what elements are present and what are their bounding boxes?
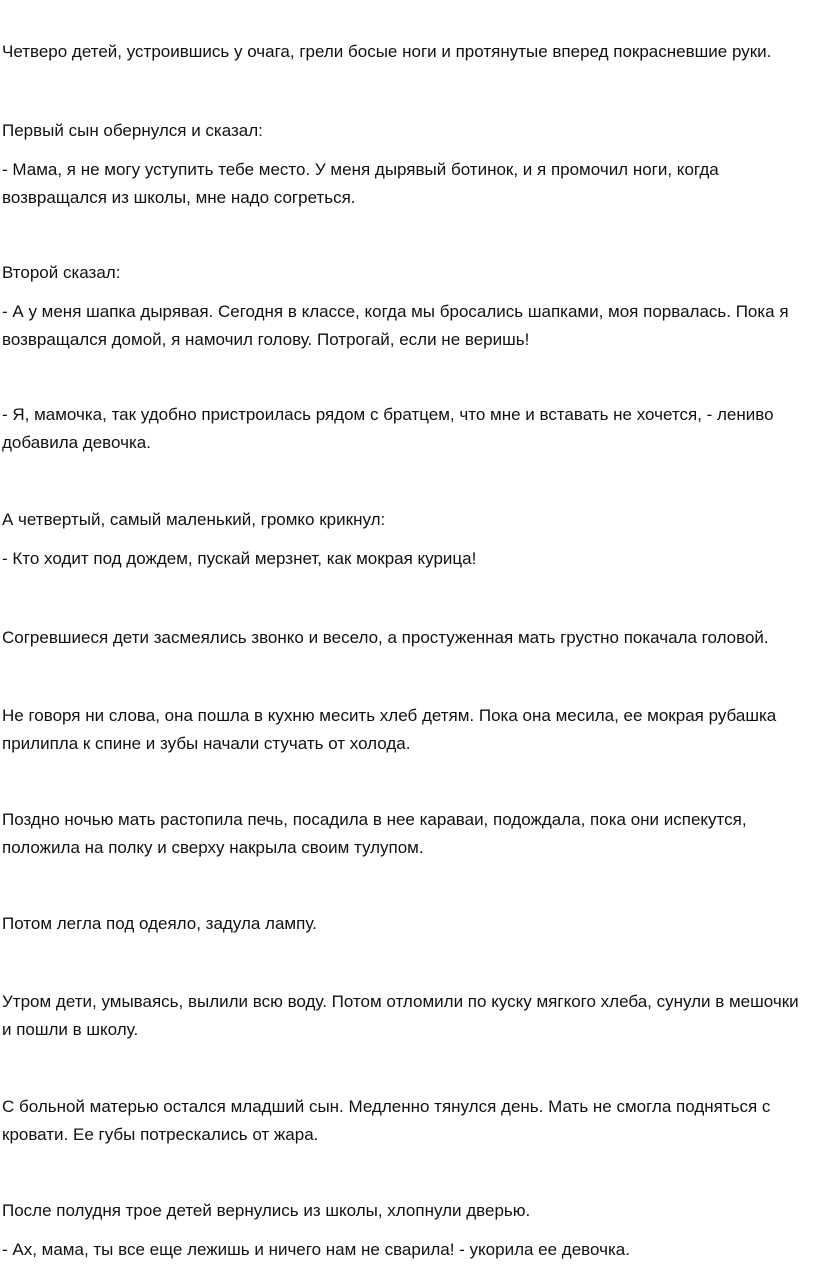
paragraph-4: Второй сказал: [2,263,121,282]
paragraph-14: С больной матерью остался младший сын. Медленно тянулся день. Мать не смогла подняться с кровати. Ее губы потрескались от жара. [2,1097,771,1144]
paragraph-15: После полудня трое детей вернулись из школы, хлопнули дверью. [2,1201,531,1220]
paragraph-9: Согревшиеся дети засмеялись звонко и весело, а простуженная мать грустно покачала головой. [2,628,769,647]
paragraph-1: Четверо детей, устроившись у очага, грели босые ноги и протянутые вперед покрасневшие руки. [2,42,772,61]
paragraph-2: Первый сын обернулся и сказал: [2,121,263,140]
paragraph-3: - Мама, я не могу уступить тебе место. У меня дырявый ботинок, и я промочил ноги, когда возвращался из школы, мне надо согреться. [2,160,719,207]
paragraph-13: Утром дети, умываясь, вылили всю воду. Потом отломили по куску мягкого хлеба, сунули в мешочки и пошли в школу. [2,992,799,1039]
paragraph-11: Поздно ночью мать растопила печь, посадила в нее караваи, подождала, пока они испекутся, положила на полку и сверху накрыла своим тулупом. [2,810,747,857]
paragraph-7: А четвертый, самый маленький, громко крикнул: [2,510,386,529]
paragraph-8: - Кто ходит под дождем, пускай мерзнет, как мокрая курица! [2,549,477,568]
paragraph-10: Не говоря ни слова, она пошла в кухню месить хлеб детям. Пока она месила, ее мокрая рубашка прилипла к спине и зубы начали стучать от холода. [2,706,777,753]
paragraph-5: - А у меня шапка дырявая. Сегодня в классе, когда мы бросались шапками, моя порвалась. Пока я возвращался домой, я намочил голову. Потрогай, если не веришь! [2,302,789,349]
paragraph-12: Потом легла под одеяло, задула лампу. [2,914,317,933]
paragraph-16: - Ах, мама, ты все еще лежишь и ничего нам не сварила! - укорила ее девочка. [2,1240,630,1259]
paragraph-6: - Я, мамочка, так удобно пристроилась рядом с братцем, что мне и вставать не хочется, - лениво добавила девочка. [2,405,774,452]
